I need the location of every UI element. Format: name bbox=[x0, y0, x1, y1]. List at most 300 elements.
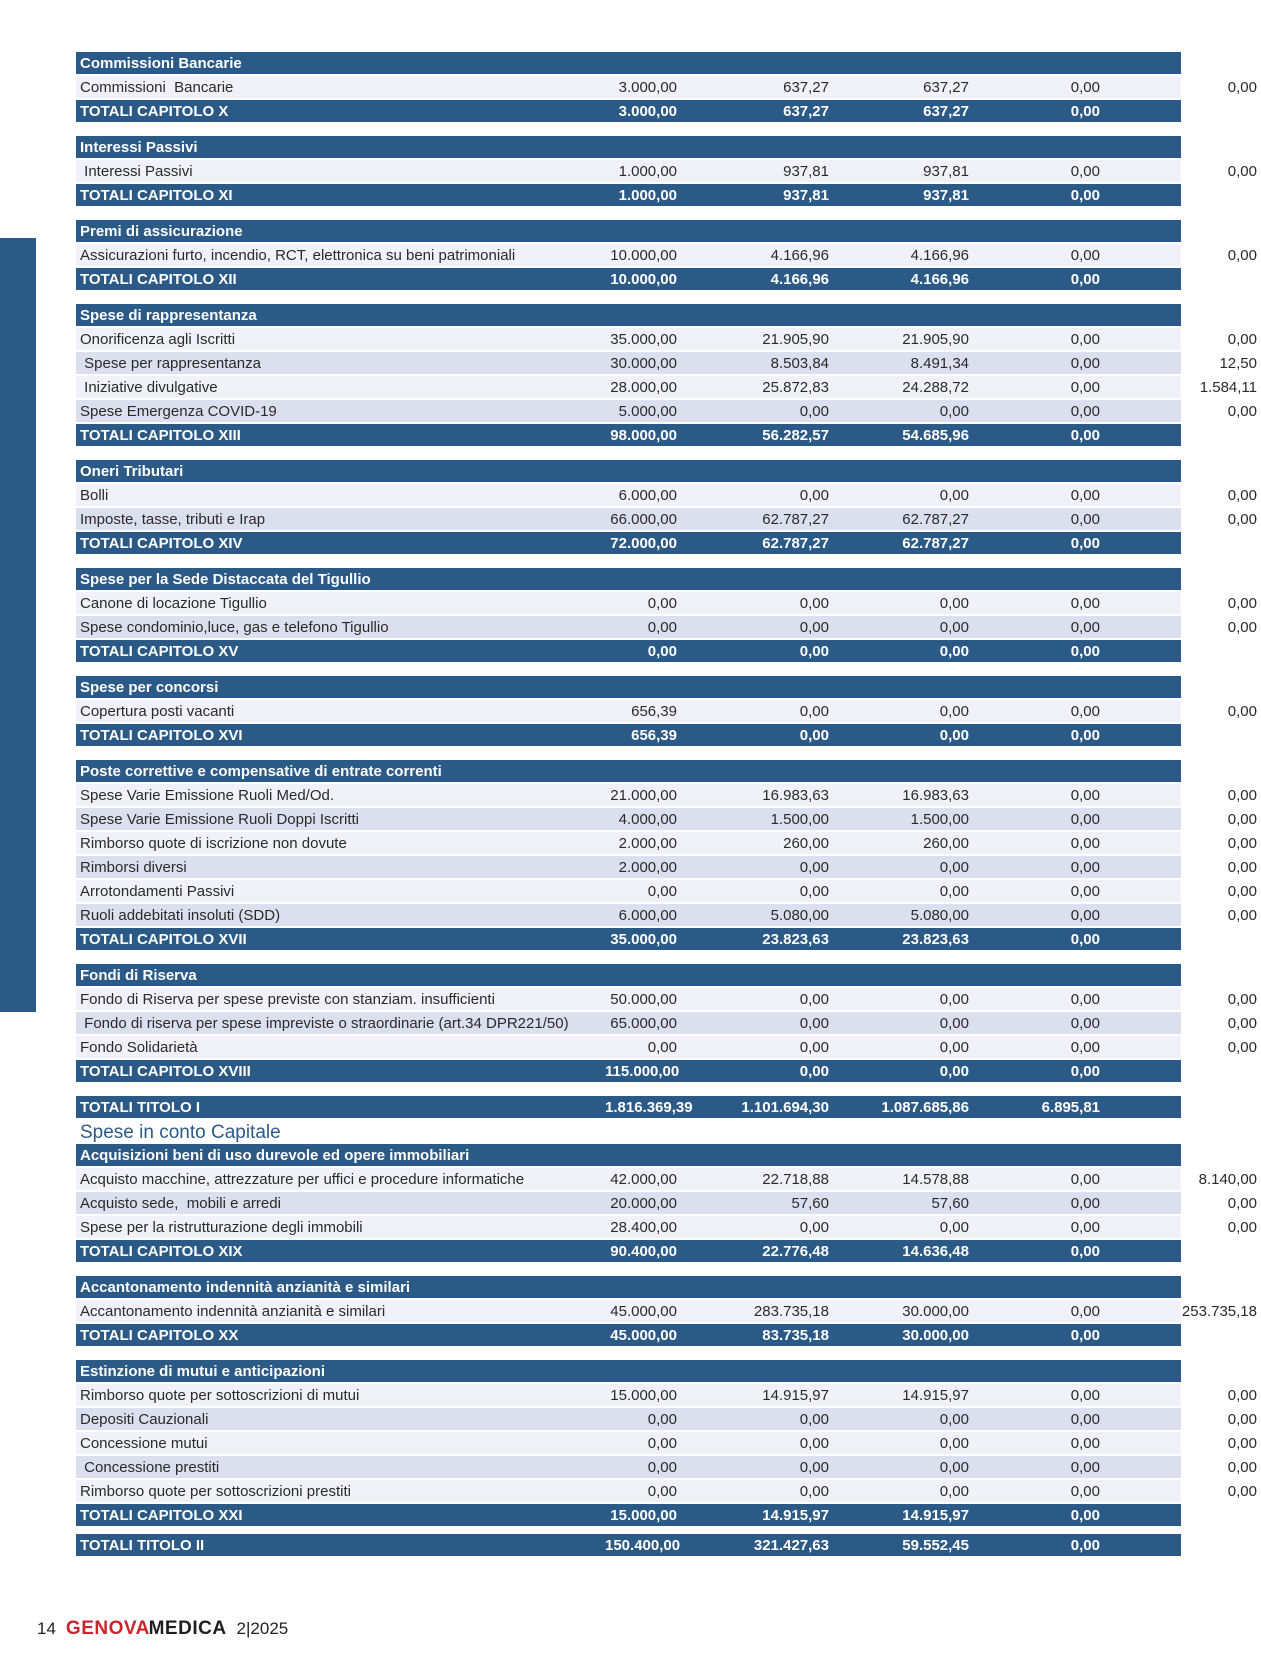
capitale-heading: Spese in conto Capitale bbox=[80, 1122, 281, 1143]
amount-cell: 21.905,90 bbox=[762, 331, 829, 348]
chapter-title: Spese per concorsi bbox=[80, 679, 219, 696]
amount-cell: 0,00 bbox=[647, 619, 677, 636]
amount-cell: 0,00 bbox=[799, 487, 829, 504]
amount-cell: 0,00 bbox=[1070, 991, 1100, 1008]
amount-cell: 0,00 bbox=[1070, 403, 1100, 420]
description-cell: Copertura posti vacanti bbox=[80, 703, 235, 720]
issue-number: 2|2025 bbox=[236, 1619, 289, 1638]
chapter-total-row bbox=[76, 1060, 1257, 1084]
description-cell: Imposte, tasse, tributi e Irap bbox=[80, 511, 266, 528]
amount-cell: 0,00 bbox=[799, 1459, 829, 1476]
chapter-header bbox=[76, 568, 1181, 592]
amount-cell: 15.000,00 bbox=[610, 1387, 677, 1404]
chapter-section bbox=[76, 676, 1257, 748]
table-row bbox=[76, 400, 1257, 424]
amount-cell: 0,00 bbox=[799, 1435, 829, 1452]
amount-cell: 21.905,90 bbox=[902, 331, 969, 348]
chapter-header bbox=[76, 1144, 1181, 1168]
amount-cell: 937,81 bbox=[783, 163, 829, 180]
amount-cell: 0,00 bbox=[1227, 1015, 1257, 1032]
amount-cell: 57,60 bbox=[791, 1195, 829, 1212]
amount-cell: 35.000,00 bbox=[610, 931, 677, 948]
table-row bbox=[76, 856, 1257, 880]
amount-cell: 57,60 bbox=[931, 1195, 969, 1212]
amount-cell: 45.000,00 bbox=[610, 1327, 677, 1344]
description-cell: Rimborso quote per sottoscrizioni di mutui bbox=[80, 1387, 360, 1404]
amount-cell: 0,00 bbox=[647, 1039, 677, 1056]
amount-cell: 30.000,00 bbox=[902, 1327, 969, 1344]
description-cell: Iniziative divulgative bbox=[80, 379, 218, 396]
amount-cell: 0,00 bbox=[799, 1039, 829, 1056]
amount-cell: 1.500,00 bbox=[910, 811, 969, 828]
amount-cell: 0,00 bbox=[1070, 811, 1100, 828]
amount-cell: 0,00 bbox=[1070, 1171, 1100, 1188]
amount-cell: 0,00 bbox=[1070, 379, 1100, 396]
titolo-total-row bbox=[76, 1096, 1257, 1120]
description-cell: Spese per la ristrutturazione degli immobili bbox=[80, 1219, 363, 1236]
amount-cell: 0,00 bbox=[939, 1063, 969, 1080]
amount-cell: 8.491,34 bbox=[910, 355, 969, 372]
amount-cell: 0,00 bbox=[939, 403, 969, 420]
amount-cell: 0,00 bbox=[799, 1063, 829, 1080]
amount-cell: 0,00 bbox=[1070, 883, 1100, 900]
amount-cell: 14.915,97 bbox=[902, 1387, 969, 1404]
amount-cell: 0,00 bbox=[939, 1015, 969, 1032]
amount-cell: 0,00 bbox=[1227, 247, 1257, 264]
amount-cell: 0,00 bbox=[939, 883, 969, 900]
amount-cell: 0,00 bbox=[1070, 247, 1100, 264]
description-cell: TOTALI TITOLO II bbox=[80, 1537, 205, 1554]
amount-cell: 5.080,00 bbox=[770, 907, 829, 924]
chapter-section bbox=[76, 568, 1257, 664]
description-cell: Depositi Cauzionali bbox=[80, 1411, 209, 1428]
side-accent-bar bbox=[0, 238, 36, 1012]
table-row bbox=[76, 1384, 1257, 1408]
amount-cell: 0,00 bbox=[1070, 835, 1100, 852]
description-cell: Acquisto macchine, attrezzature per uffici e procedure informatiche bbox=[80, 1171, 525, 1188]
description-cell: Rimborsi diversi bbox=[80, 859, 187, 876]
amount-cell: 20.000,00 bbox=[610, 1195, 677, 1212]
amount-cell: 0,00 bbox=[1070, 595, 1100, 612]
amount-cell: 25.872,83 bbox=[762, 379, 829, 396]
chapter-section bbox=[76, 52, 1257, 124]
chapter-title: Poste correttive e compensative di entrate correnti bbox=[80, 763, 442, 780]
amount-cell: 83.735,18 bbox=[762, 1327, 829, 1344]
amount-cell: 0,00 bbox=[939, 727, 969, 744]
chapter-total-row bbox=[76, 724, 1257, 748]
amount-cell: 0,00 bbox=[1227, 883, 1257, 900]
titolo-total-row bbox=[76, 1534, 1257, 1558]
description-cell: Accantonamento indennità anzianità e similari bbox=[80, 1303, 386, 1320]
amount-cell: 2.000,00 bbox=[618, 835, 677, 852]
amount-cell: 0,00 bbox=[1227, 79, 1257, 96]
brand-genova: GENOVA bbox=[65, 1618, 150, 1639]
amount-cell: 0,00 bbox=[1070, 703, 1100, 720]
description-cell: TOTALI CAPITOLO XII bbox=[80, 271, 237, 288]
amount-cell: 24.288,72 bbox=[902, 379, 969, 396]
amount-cell: 0,00 bbox=[939, 1411, 969, 1428]
chapter-total-row bbox=[76, 184, 1257, 208]
table-row bbox=[76, 784, 1257, 808]
chapter-total-row bbox=[76, 1240, 1257, 1264]
chapter-section bbox=[76, 760, 1257, 952]
amount-cell: 2.000,00 bbox=[618, 859, 677, 876]
description-cell: Interessi Passivi bbox=[80, 163, 193, 180]
amount-cell: 14.008,44 bbox=[1190, 1099, 1257, 1116]
amount-cell: 0,00 bbox=[1070, 331, 1100, 348]
description-cell: Bolli bbox=[80, 487, 109, 504]
amount-cell: 0,00 bbox=[1227, 835, 1257, 852]
amount-cell: 0,00 bbox=[1070, 907, 1100, 924]
amount-cell: 4.166,96 bbox=[910, 271, 969, 288]
amount-cell: 6.000,00 bbox=[618, 907, 677, 924]
description-cell: TOTALI CAPITOLO XIII bbox=[80, 427, 241, 444]
amount-cell: 637,27 bbox=[783, 79, 829, 96]
description-cell: TOTALI CAPITOLO XX bbox=[80, 1327, 239, 1344]
amount-cell: 0,00 bbox=[1070, 1243, 1100, 1260]
amount-cell: 0,00 bbox=[647, 1435, 677, 1452]
amount-cell: 14.636,48 bbox=[902, 1243, 969, 1260]
amount-cell: 1.087.685,86 bbox=[881, 1099, 969, 1116]
amount-cell: 0,00 bbox=[647, 643, 677, 660]
chapter-title: Interessi Passivi bbox=[80, 139, 198, 156]
amount-cell: 0,00 bbox=[1070, 1195, 1100, 1212]
chapter-total-row bbox=[76, 532, 1257, 556]
amount-cell: 42.000,00 bbox=[610, 1171, 677, 1188]
description-cell: TOTALI CAPITOLO XV bbox=[80, 643, 239, 660]
amount-cell: 6.895,81 bbox=[1041, 1099, 1100, 1116]
amount-cell: 62.787,27 bbox=[902, 511, 969, 528]
amount-cell: 0,00 bbox=[1070, 1327, 1100, 1344]
amount-cell: 23.823,63 bbox=[902, 931, 969, 948]
table-row bbox=[76, 1168, 1257, 1192]
amount-cell: 0,00 bbox=[939, 1219, 969, 1236]
amount-cell: 321.427,63 bbox=[753, 1537, 829, 1554]
amount-cell: 98.000,00 bbox=[610, 427, 677, 444]
table-row bbox=[76, 328, 1257, 352]
chapter-section bbox=[76, 1144, 1257, 1264]
amount-cell: 0,00 bbox=[1070, 487, 1100, 504]
table-row bbox=[76, 1408, 1257, 1432]
amount-cell: 1.000,00 bbox=[618, 163, 677, 180]
table-row bbox=[76, 904, 1257, 928]
amount-cell: 0,00 bbox=[1227, 1411, 1257, 1428]
description-cell: Ruoli addebitati insoluti (SDD) bbox=[80, 907, 281, 924]
brand-medica: MEDICA bbox=[148, 1618, 227, 1639]
chapter-header bbox=[76, 136, 1181, 160]
amount-cell: 0,00 bbox=[1227, 931, 1257, 948]
table-row bbox=[76, 880, 1257, 904]
amount-cell: 0,00 bbox=[939, 619, 969, 636]
amount-cell: 0,00 bbox=[1070, 1537, 1100, 1554]
amount-cell: 253.735,18 bbox=[1181, 1327, 1257, 1344]
amount-cell: 0,00 bbox=[799, 1219, 829, 1236]
description-cell: Spese Varie Emissione Ruoli Doppi Iscritti bbox=[80, 811, 360, 828]
chapter-section bbox=[76, 136, 1257, 208]
amount-cell: 260,00 bbox=[783, 835, 829, 852]
amount-cell: 30.000,00 bbox=[902, 1303, 969, 1320]
chapter-title: Fondi di Riserva bbox=[80, 967, 197, 984]
chapter-total-row bbox=[76, 640, 1257, 664]
chapter-total-row bbox=[76, 1324, 1257, 1348]
amount-cell: 6.000,00 bbox=[618, 487, 677, 504]
amount-cell: 0,00 bbox=[1227, 643, 1257, 660]
chapter-header bbox=[76, 460, 1181, 484]
amount-cell: 10.000,00 bbox=[610, 271, 677, 288]
chapter-section bbox=[76, 460, 1257, 556]
chapter-header bbox=[76, 964, 1181, 988]
amount-cell: 90.400,00 bbox=[610, 1243, 677, 1260]
table-row bbox=[76, 1216, 1257, 1240]
amount-cell: 0,00 bbox=[939, 859, 969, 876]
table-row bbox=[76, 1012, 1257, 1036]
description-cell: TOTALI CAPITOLO XVIII bbox=[80, 1063, 251, 1080]
amount-cell: 8.140,00 bbox=[1198, 1243, 1257, 1260]
amount-cell: 0,00 bbox=[799, 595, 829, 612]
amount-cell: 1.816.369,39 bbox=[605, 1099, 693, 1116]
amount-cell: 21.000,00 bbox=[610, 787, 677, 804]
amount-cell: 260,00 bbox=[923, 835, 969, 852]
amount-cell: 8.140,00 bbox=[1198, 1171, 1257, 1188]
amount-cell: 4.166,96 bbox=[770, 247, 829, 264]
chapter-header bbox=[76, 676, 1181, 700]
amount-cell: 72.000,00 bbox=[610, 535, 677, 552]
table-row bbox=[76, 616, 1257, 640]
chapter-title: Accantonamento indennità anzianità e similari bbox=[80, 1279, 411, 1296]
amount-cell: 0,00 bbox=[799, 727, 829, 744]
amount-cell: 0,00 bbox=[1070, 427, 1100, 444]
amount-cell: 0,00 bbox=[1227, 1063, 1257, 1080]
chapter-total-row bbox=[76, 928, 1257, 952]
chapter-section bbox=[76, 1276, 1257, 1348]
amount-cell: 0,00 bbox=[1227, 1483, 1257, 1500]
table-row bbox=[76, 988, 1257, 1012]
description-cell: TOTALI CAPITOLO XXI bbox=[80, 1507, 243, 1524]
chapter-title: Commissioni Bancarie bbox=[80, 55, 242, 72]
amount-cell: 16.983,63 bbox=[902, 787, 969, 804]
amount-cell: 261.875,18 bbox=[1181, 1537, 1257, 1554]
titolo-1-section bbox=[76, 1096, 1257, 1120]
table-row bbox=[76, 160, 1257, 184]
amount-cell: 283.735,18 bbox=[753, 1303, 829, 1320]
table-row bbox=[76, 484, 1257, 508]
table-row bbox=[76, 376, 1257, 400]
amount-cell: 0,00 bbox=[1070, 1459, 1100, 1476]
chapter-section bbox=[76, 964, 1257, 1084]
amount-cell: 0,00 bbox=[939, 1459, 969, 1476]
chapter-title: Spese per la Sede Distaccata del Tigullio bbox=[80, 571, 371, 588]
amount-cell: +0,00 bbox=[1219, 535, 1257, 552]
amount-cell: 0,00 bbox=[647, 1411, 677, 1428]
amount-cell: 0,00 bbox=[1227, 1039, 1257, 1056]
amount-cell: 0,00 bbox=[1070, 511, 1100, 528]
description-cell: Acquisto sede, mobili e arredi bbox=[80, 1195, 281, 1212]
chapter-total-row bbox=[76, 424, 1257, 448]
amount-cell: 14.578,88 bbox=[902, 1171, 969, 1188]
amount-cell: 0,00 bbox=[1227, 811, 1257, 828]
amount-cell: 23.823,63 bbox=[762, 931, 829, 948]
amount-cell: 14.915,97 bbox=[762, 1387, 829, 1404]
amount-cell: 0,00 bbox=[799, 1411, 829, 1428]
chapter-title: Estinzione di mutui e anticipazioni bbox=[80, 1363, 326, 1380]
description-cell: Onorificenza agli Iscritti bbox=[80, 331, 236, 348]
table-row bbox=[76, 1480, 1257, 1504]
amount-cell: 65.000,00 bbox=[610, 1015, 677, 1032]
amount-cell: 0,00 bbox=[647, 1483, 677, 1500]
description-cell: TOTALI CAPITOLO X bbox=[80, 103, 229, 120]
description-cell: Rimborso quote per sottoscrizioni prestiti bbox=[80, 1483, 351, 1500]
description-cell: Spese Varie Emissione Ruoli Med/Od. bbox=[80, 787, 335, 804]
amount-cell: 0,00 bbox=[1070, 187, 1100, 204]
amount-cell: 0,00 bbox=[1227, 487, 1257, 504]
amount-cell: 937,81 bbox=[923, 163, 969, 180]
chapter-header bbox=[76, 1276, 1181, 1300]
amount-cell: 115.000,00 bbox=[605, 1063, 680, 1080]
amount-cell: 0,00 bbox=[1070, 1039, 1100, 1056]
description-cell: TOTALI CAPITOLO XVI bbox=[80, 727, 243, 744]
amount-cell: 8.503,84 bbox=[770, 355, 829, 372]
amount-cell: 14.915,97 bbox=[902, 1507, 969, 1524]
description-cell: Commissioni Bancarie bbox=[80, 79, 234, 96]
amount-cell: 0,00 bbox=[1227, 1387, 1257, 1404]
amount-cell: 0,00 bbox=[939, 1435, 969, 1452]
amount-cell: 0,00 bbox=[1070, 787, 1100, 804]
amount-cell: 0,00 bbox=[939, 991, 969, 1008]
chapter-header bbox=[76, 1360, 1181, 1384]
amount-cell: 3.000,00 bbox=[618, 103, 677, 120]
amount-cell: 45.000,00 bbox=[610, 1303, 677, 1320]
amount-cell: 937,81 bbox=[783, 187, 829, 204]
amount-cell: 0,00 bbox=[939, 487, 969, 504]
amount-cell: 637,27 bbox=[923, 103, 969, 120]
amount-cell: 0,00 bbox=[1227, 787, 1257, 804]
amount-cell: 56.282,57 bbox=[762, 427, 829, 444]
amount-cell: 50.000,00 bbox=[610, 991, 677, 1008]
amount-cell: 16.983,63 bbox=[762, 787, 829, 804]
description-cell: Canone di locazione Tigullio bbox=[80, 595, 267, 612]
description-cell: Spese per rappresentanza bbox=[80, 355, 261, 372]
amount-cell: 0,00 bbox=[1070, 931, 1100, 948]
description-cell: Fondo di riserva per spese impreviste o straordinarie (art.34 DPR221/50) bbox=[80, 1015, 569, 1032]
amount-cell: 0,00 bbox=[647, 1459, 677, 1476]
table-row bbox=[76, 1456, 1257, 1480]
amount-cell: 937,81 bbox=[923, 187, 969, 204]
chapter-total-row bbox=[76, 268, 1257, 292]
amount-cell: 0,00 bbox=[1227, 511, 1257, 528]
table-row bbox=[76, 1192, 1257, 1216]
amount-cell: 0,00 bbox=[799, 991, 829, 1008]
description-cell: Assicurazioni furto, incendio, RCT, elettronica su beni patrimoniali bbox=[80, 247, 516, 264]
amount-cell: 0,00 bbox=[1070, 103, 1100, 120]
amount-cell: 0,00 bbox=[1070, 1015, 1100, 1032]
page-number: 14 bbox=[37, 1619, 56, 1638]
budget-table bbox=[76, 52, 1257, 1558]
chapter-title: Premi di assicurazione bbox=[80, 223, 243, 240]
chapter-section bbox=[76, 220, 1257, 292]
amount-cell: 0,00 bbox=[1227, 187, 1257, 204]
amount-cell: 0,00 bbox=[799, 883, 829, 900]
amount-cell: 1.101.694,30 bbox=[741, 1099, 829, 1116]
amount-cell: 14.915,97 bbox=[762, 1507, 829, 1524]
amount-cell: 62.787,27 bbox=[762, 511, 829, 528]
description-cell: TOTALI CAPITOLO XVII bbox=[80, 931, 247, 948]
amount-cell: 1.584,11 bbox=[1199, 379, 1257, 396]
amount-cell: 0,00 bbox=[1227, 859, 1257, 876]
amount-cell: 0,00 bbox=[1070, 1063, 1100, 1080]
description-cell: Spese Emergenza COVID-19 bbox=[80, 403, 277, 420]
description-cell: Fondo di Riserva per spese previste con stanziam. insufficienti bbox=[80, 991, 495, 1008]
amount-cell: 35.000,00 bbox=[610, 331, 677, 348]
amount-cell: 4.000,00 bbox=[618, 811, 677, 828]
amount-cell: 1.500,00 bbox=[770, 811, 829, 828]
amount-cell: 0,00 bbox=[1227, 1195, 1257, 1212]
amount-cell: 0,00 bbox=[1227, 163, 1257, 180]
table-row bbox=[76, 592, 1257, 616]
amount-cell: 0,00 bbox=[1227, 727, 1257, 744]
amount-cell: 0,00 bbox=[1227, 907, 1257, 924]
amount-cell: 0,00 bbox=[799, 403, 829, 420]
table-row bbox=[76, 1432, 1257, 1456]
amount-cell: 0,00 bbox=[1227, 271, 1257, 288]
description-cell: Fondo Solidarietà bbox=[80, 1039, 198, 1056]
chapter-title: Acquisizioni beni di uso durevole ed opere immobiliari bbox=[80, 1147, 470, 1164]
table-row bbox=[76, 832, 1257, 856]
amount-cell: 28.000,00 bbox=[610, 379, 677, 396]
amount-cell: 1.000,00 bbox=[618, 187, 677, 204]
chapter-total-row bbox=[76, 100, 1257, 124]
amount-cell: 656,39 bbox=[631, 727, 677, 744]
amount-cell: 0,00 bbox=[1070, 619, 1100, 636]
amount-cell: 0,00 bbox=[1070, 1219, 1100, 1236]
amount-cell: 0,00 bbox=[1070, 355, 1100, 372]
description-cell: Concessione prestiti bbox=[80, 1459, 220, 1476]
amount-cell: 22.776,48 bbox=[762, 1243, 829, 1260]
amount-cell: 15.000,00 bbox=[610, 1507, 677, 1524]
amount-cell: 30.000,00 bbox=[610, 355, 677, 372]
table-row bbox=[76, 352, 1257, 376]
description-cell: Spese condominio,luce, gas e telefono Tigullio bbox=[80, 619, 389, 636]
amount-cell: 54.685,96 bbox=[902, 427, 969, 444]
amount-cell: 59.552,45 bbox=[902, 1537, 969, 1554]
amount-cell: 0,00 bbox=[799, 703, 829, 720]
description-cell: TOTALI CAPITOLO XIX bbox=[80, 1243, 243, 1260]
amount-cell: 0,00 bbox=[939, 643, 969, 660]
amount-cell: 0,00 bbox=[1070, 1507, 1100, 1524]
amount-cell: 0,00 bbox=[1227, 1435, 1257, 1452]
chapter-title: Oneri Tributari bbox=[80, 463, 184, 480]
amount-cell: 0,00 bbox=[1227, 619, 1257, 636]
table-row bbox=[76, 508, 1257, 532]
description-cell: TOTALI CAPITOLO XI bbox=[80, 187, 233, 204]
amount-cell: 0,00 bbox=[799, 1015, 829, 1032]
amount-cell: 0,00 bbox=[939, 595, 969, 612]
amount-cell: 0,00 bbox=[1227, 1507, 1257, 1524]
page-footer bbox=[37, 1618, 288, 1640]
amount-cell: 0,00 bbox=[1070, 1435, 1100, 1452]
chapter-section bbox=[76, 1360, 1257, 1528]
amount-cell: 0,00 bbox=[1227, 703, 1257, 720]
amount-cell: 0,00 bbox=[1070, 271, 1100, 288]
amount-cell: 4.166,96 bbox=[770, 271, 829, 288]
chapter-section bbox=[76, 304, 1257, 448]
amount-cell: 0,00 bbox=[1070, 1303, 1100, 1320]
chapter-header bbox=[76, 760, 1181, 784]
chapter-header bbox=[76, 304, 1181, 328]
description-cell: TOTALI CAPITOLO XIV bbox=[80, 535, 243, 552]
amount-cell: 1.596,61 bbox=[1198, 427, 1257, 444]
amount-cell: 0,00 bbox=[1070, 1411, 1100, 1428]
amount-cell: 0,00 bbox=[1070, 727, 1100, 744]
